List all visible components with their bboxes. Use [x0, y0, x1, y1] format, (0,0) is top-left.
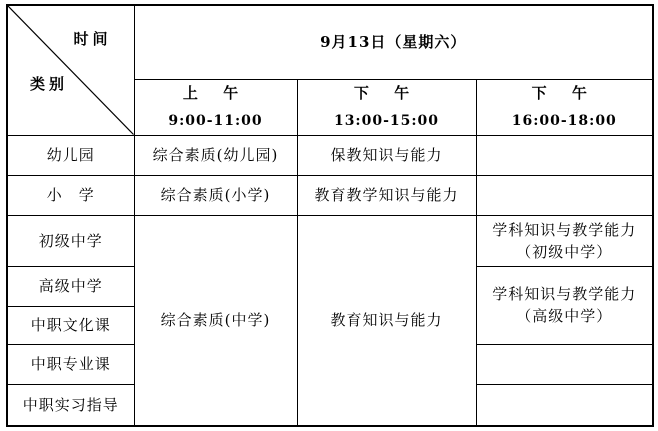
exam-cell: 综合素质(幼儿园) — [134, 135, 297, 175]
category-cell: 高级中学 — [7, 266, 134, 306]
table-row — [7, 215, 653, 266]
period-name: 下 午 — [531, 84, 597, 102]
period-name: 下 午 — [353, 84, 420, 102]
period-header-afternoon-2 — [476, 79, 653, 135]
empty-cell — [476, 175, 653, 215]
empty-cell — [476, 384, 653, 426]
exam-subject: 学科知识与教学能力 — [492, 220, 637, 239]
period-time: 9:00-11:00 — [168, 113, 263, 129]
exam-subject: 学科知识与教学能力 — [492, 285, 637, 303]
category-cell: 小 学 — [7, 175, 134, 215]
period-time: 13:00-15:00 — [333, 113, 440, 129]
exam-cell — [476, 215, 653, 266]
period-name: 上 午 — [182, 84, 249, 102]
date-header: 9月13日（星期六） — [134, 5, 653, 79]
exam-level: （高级中学） — [516, 307, 613, 325]
corner-label-category: 类别 — [30, 74, 69, 93]
period-time: 16:00-18:00 — [511, 113, 617, 129]
exam-cell: 综合素质(小学) — [134, 175, 297, 215]
diagonal-line — [8, 6, 134, 135]
exam-cell: 教育知识与能力 — [297, 215, 476, 426]
empty-cell — [476, 135, 653, 175]
period-header-afternoon-1 — [297, 79, 476, 135]
table-row — [7, 135, 653, 175]
exam-cell: 综合素质(中学) — [134, 215, 297, 426]
exam-level: （初级中学） — [516, 242, 613, 261]
category-cell: 中职实习指导 — [7, 384, 134, 426]
corner-header-cell — [7, 5, 134, 135]
category-cell: 中职专业课 — [7, 344, 134, 384]
category-cell: 幼儿园 — [7, 135, 134, 175]
category-cell: 中职文化课 — [7, 306, 134, 344]
corner-label-time: 时间 — [73, 30, 112, 48]
schedule-table-wrapper — [6, 4, 654, 427]
period-header-morning — [134, 79, 297, 135]
exam-cell: 保教知识与能力 — [297, 135, 476, 175]
exam-cell — [476, 266, 653, 344]
category-cell: 初级中学 — [7, 215, 134, 266]
header-row-date — [7, 5, 653, 79]
empty-cell — [476, 344, 653, 384]
exam-schedule-table — [6, 4, 654, 427]
table-row — [7, 175, 653, 215]
exam-cell: 教育教学知识与能力 — [297, 175, 476, 215]
